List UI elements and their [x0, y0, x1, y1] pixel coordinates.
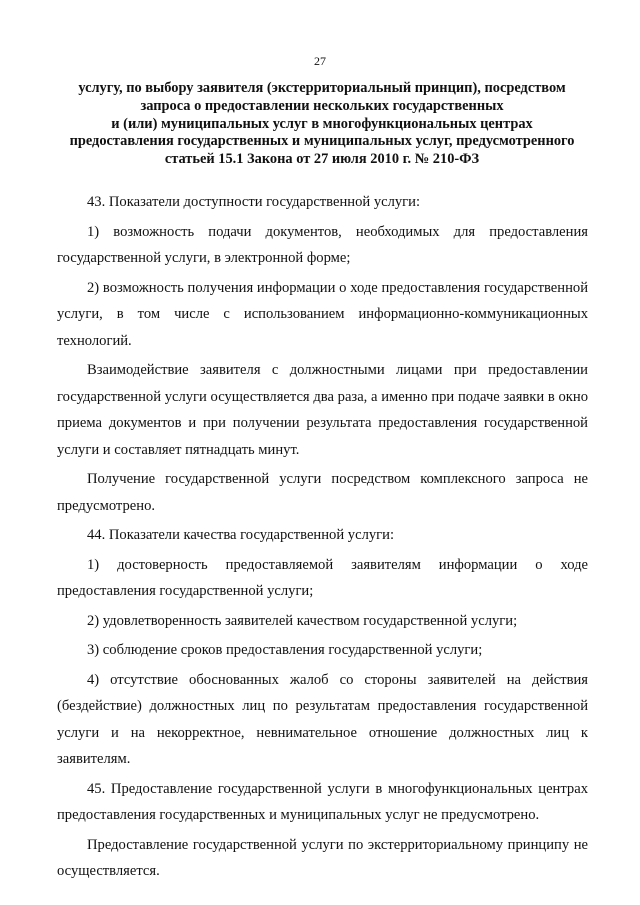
paragraph-43-item-1: 1) возможность подачи документов, необходимых для предоставления государственной услуги, в электронной форме;	[57, 223, 588, 266]
heading-line: запроса о предоставлении нескольких государственных	[140, 97, 504, 114]
document-body	[57, 189, 588, 885]
paragraph-interaction: Взаимодействие заявителя с должностными лицами при предоставлении государственной услуги осуществляется два раза, а именно при подаче заявки в окно приема документов и при получении результата предоставления государственной услуги и составляет пятнадцать минут.	[57, 362, 588, 458]
heading-line: и (или) муниципальных услуг в многофункциональных центрах	[111, 115, 533, 132]
paragraph-43: 43. Показатели доступности государственной услуги:	[87, 194, 421, 210]
paragraph-44-item-4: 4) отсутствие обоснованных жалоб со стороны заявителей на действия (бездействие) должностных лиц по результатам предоставления государственной услуги и на некорректное, невнимательное отношение должностных лиц к заявителям.	[57, 671, 588, 767]
heading-line: услугу, по выбору заявителя (экстерриториальный принцип), посредством	[78, 80, 566, 96]
heading-line: предоставления государственных и муниципальных услуг, предусмотренного	[69, 133, 575, 150]
page-number: 27	[314, 54, 326, 68]
paragraph-44-item-3: 3) соблюдение сроков предоставления государственной услуги;	[87, 642, 483, 658]
paragraph-43-item-2: 2) возможность получения информации о ходе предоставления государственной услуги, в том числе с использованием информационно-коммуникационных технологий.	[57, 279, 588, 349]
section-heading	[56, 80, 588, 169]
paragraph-44: 44. Показатели качества государственной услуги:	[87, 527, 395, 543]
paragraph-44-item-1: 1) достоверность предоставляемой заявителям информации о ходе предоставления государственной услуги;	[57, 556, 588, 599]
paragraph-complex-request: Получение государственной услуги посредством комплексного запроса не предусмотрено.	[57, 471, 588, 514]
paragraph-45: 45. Предоставление государственной услуги в многофункциональных центрах предоставления государственных и муниципальных услуг не предусмотрено.	[57, 780, 588, 823]
heading-line: статьей 15.1 Закона от 27 июля 2010 г. № 210-ФЗ	[164, 151, 480, 168]
paragraph-extraterritorial: Предоставление государственной услуги по экстерриториальному принципу не осуществляется.	[57, 836, 588, 879]
paragraph-44-item-2: 2) удовлетворенность заявителей качеством государственной услуги;	[87, 612, 518, 629]
